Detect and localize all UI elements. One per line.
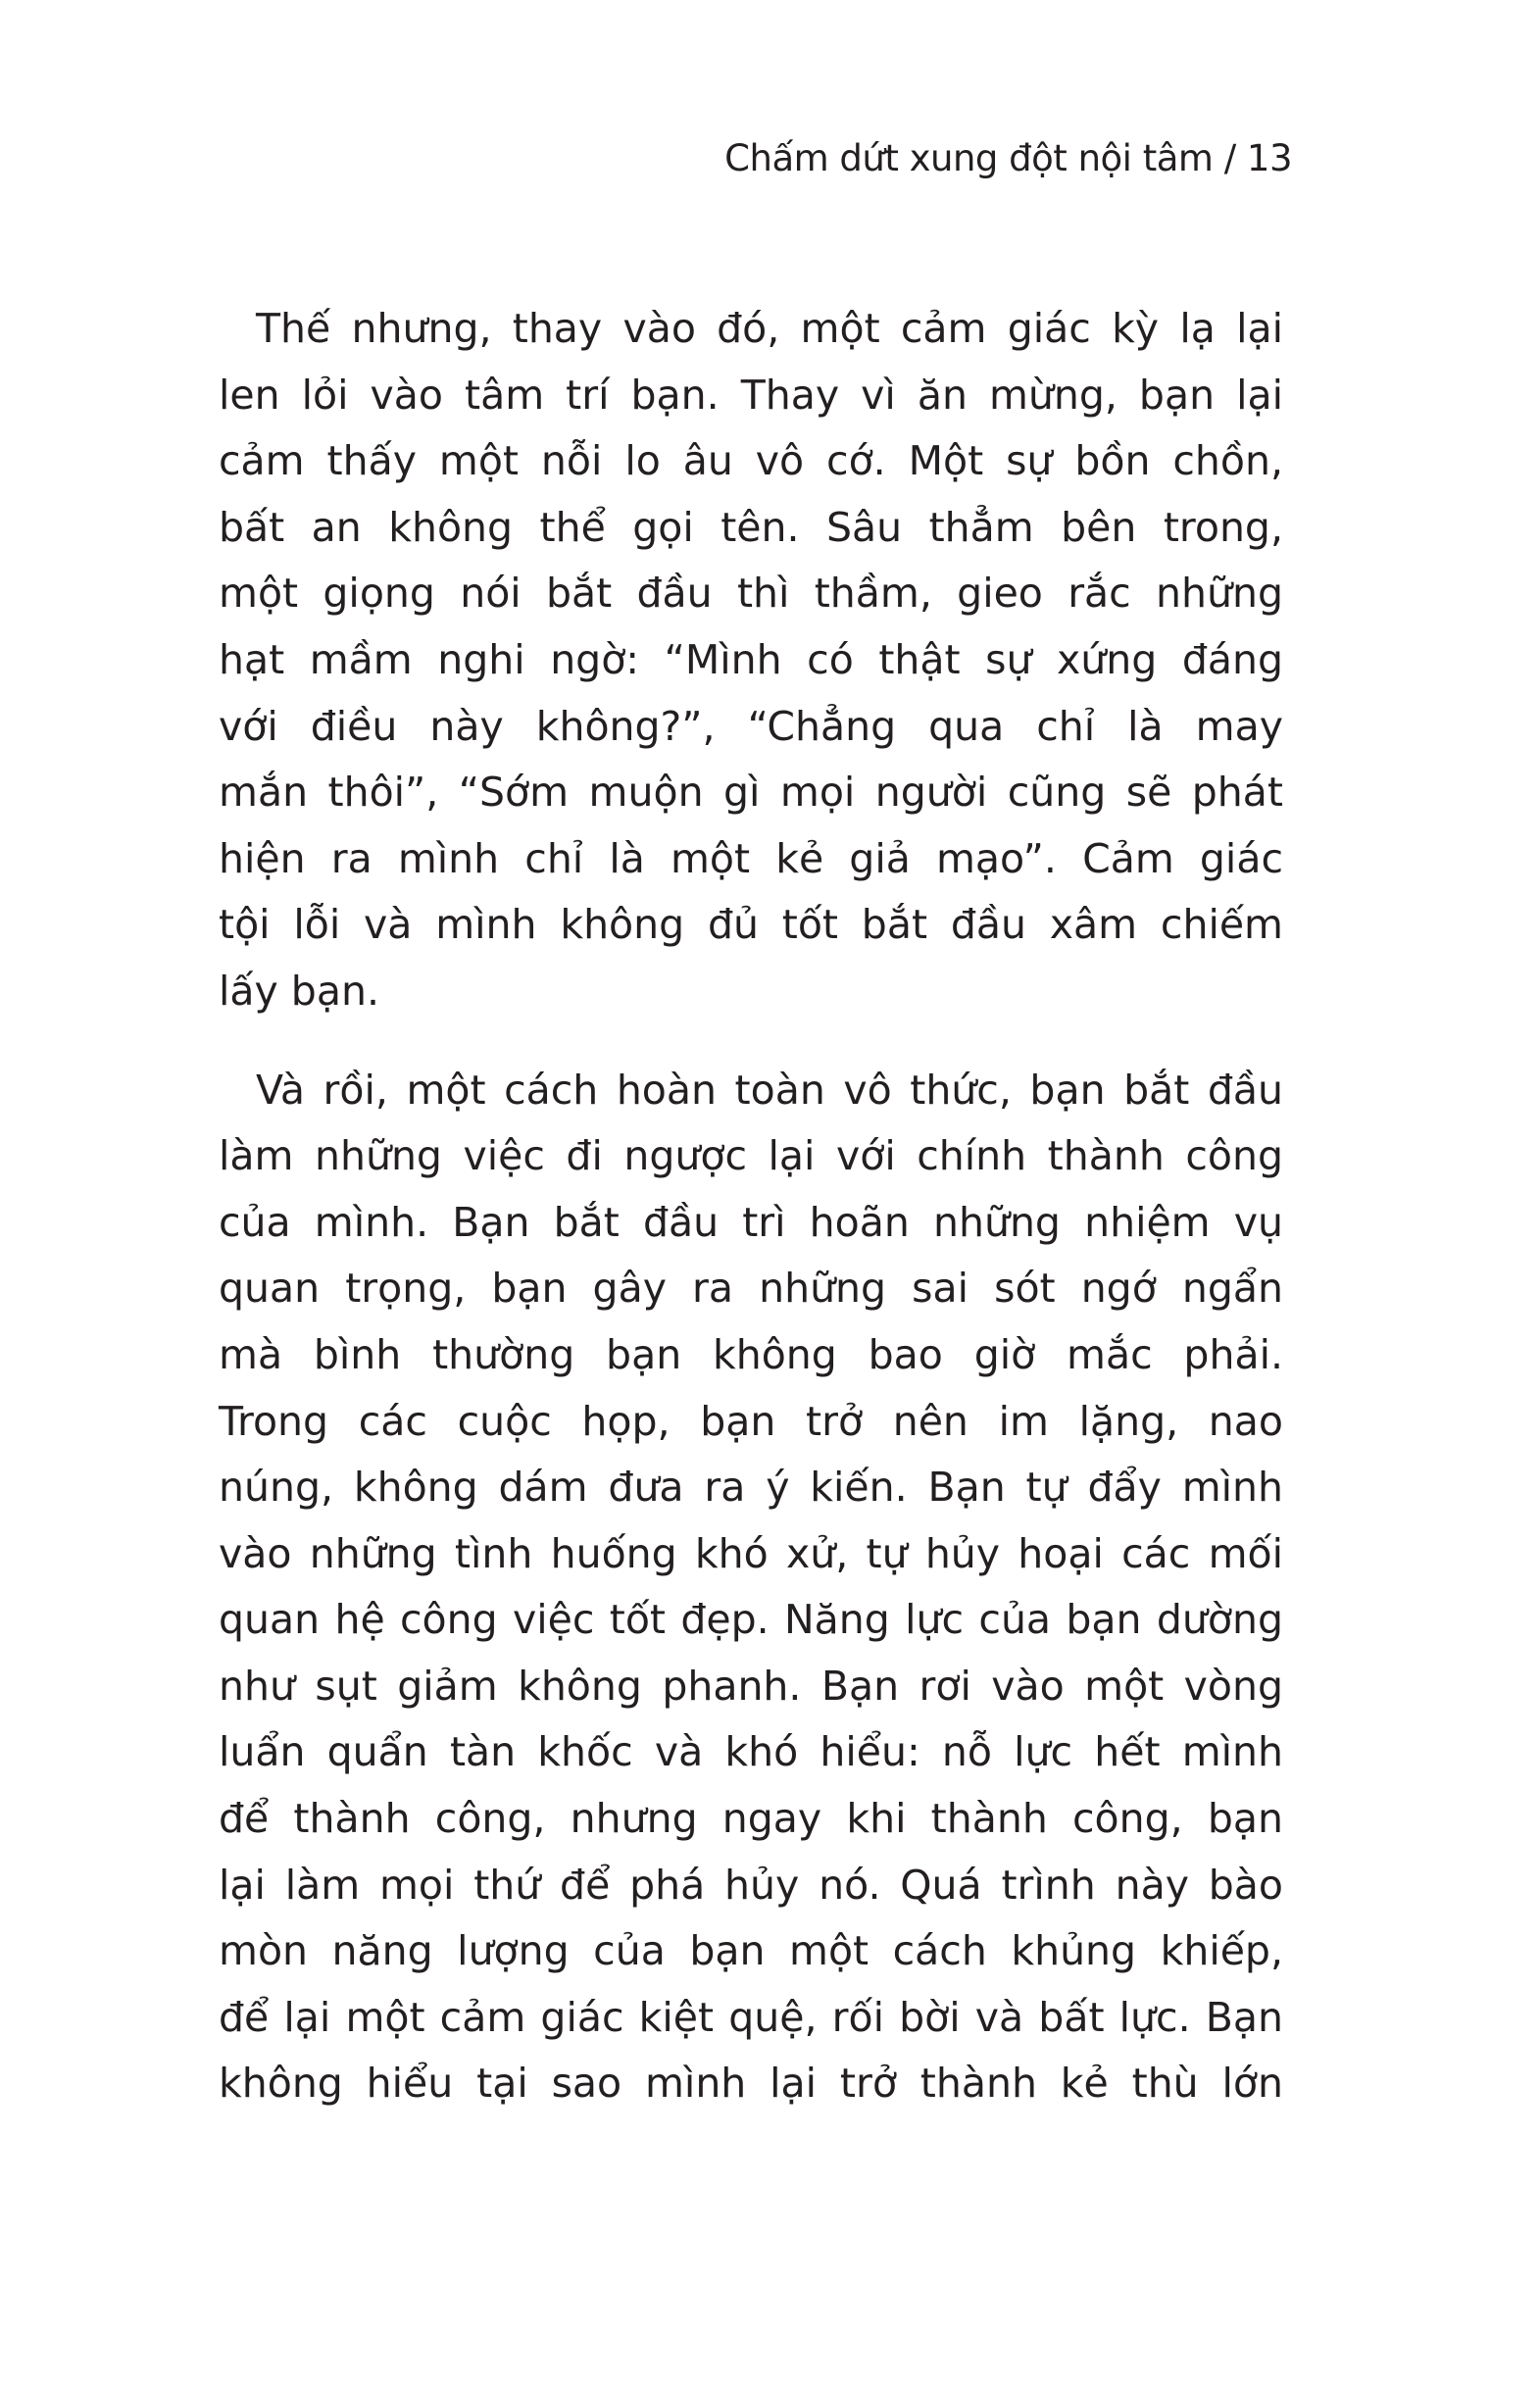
text-line: của mình. Bạn bắt đầu trì hoãn những nhiệm vụ: [219, 1198, 1283, 1246]
text-line: Trong các cuộc họp, bạn trở nên im lặng, nao: [219, 1397, 1283, 1445]
text-line: Và rồi, một cách hoàn toàn vô thức, bạn bắt đầu: [256, 1066, 1283, 1114]
text-line: quan trọng, bạn gây ra những sai sót ngớ ngẩn: [219, 1265, 1283, 1313]
text-line: tội lỗi và mình không đủ tốt bắt đầu xâm chiếm: [219, 901, 1283, 949]
text-line: lấy bạn.: [219, 967, 379, 1015]
text-line: mắn thôi”, “Sớm muộn gì mọi người cũng sẽ phát: [219, 769, 1283, 817]
text-line: lại làm mọi thứ để phá hủy nó. Quá trình này bào: [219, 1861, 1283, 1909]
text-line: Thế nhưng, thay vào đó, một cảm giác kỳ lạ lại: [256, 305, 1283, 352]
text-line: như sụt giảm không phanh. Bạn rơi vào một vòng: [219, 1662, 1283, 1710]
text-line: bất an không thể gọi tên. Sâu thẳm bên trong,: [219, 503, 1283, 551]
text-line: không hiểu tại sao mình lại trở thành kẻ thù lớn: [219, 2060, 1283, 2108]
body-text: [219, 296, 1283, 2117]
text-line: một giọng nói bắt đầu thì thầm, gieo rắc những: [219, 570, 1283, 618]
text-line: làm những việc đi ngược lại với chính thành công: [219, 1132, 1283, 1180]
text-line: cảm thấy một nỗi lo âu vô cớ. Một sự bồn chồn,: [219, 437, 1283, 485]
text-line: quan hệ công việc tốt đẹp. Năng lực của bạn dường: [219, 1596, 1283, 1644]
text-line: luẩn quẩn tàn khốc và khó hiểu: nỗ lực hết mình: [219, 1728, 1283, 1776]
text-line: mà bình thường bạn không bao giờ mắc phải.: [219, 1330, 1283, 1378]
paragraph: [219, 1058, 1283, 2118]
text-line: vào những tình huống khó xử, tự hủy hoại các mối: [219, 1529, 1283, 1577]
running-header: Chấm dứt xung đột nội tâm / 13: [724, 137, 1292, 179]
text-line: với điều này không?”, “Chẳng qua chỉ là may: [219, 702, 1283, 750]
text-line: để lại một cảm giác kiệt quệ, rối bời và bất lực. Bạn: [219, 1993, 1283, 2041]
text-line: len lỏi vào tâm trí bạn. Thay vì ăn mừng, bạn lại: [219, 371, 1283, 419]
text-line: hiện ra mình chỉ là một kẻ giả mạo”. Cảm giác: [219, 834, 1283, 882]
text-line: núng, không dám đưa ra ý kiến. Bạn tự đẩy mình: [219, 1464, 1283, 1512]
text-line: để thành công, nhưng ngay khi thành công, bạn: [219, 1795, 1283, 1843]
paragraph: [219, 296, 1283, 1025]
text-line: hạt mầm nghi ngờ: “Mình có thật sự xứng đáng: [219, 635, 1283, 683]
text-line: mòn năng lượng của bạn một cách khủng khiếp,: [219, 1927, 1283, 1975]
